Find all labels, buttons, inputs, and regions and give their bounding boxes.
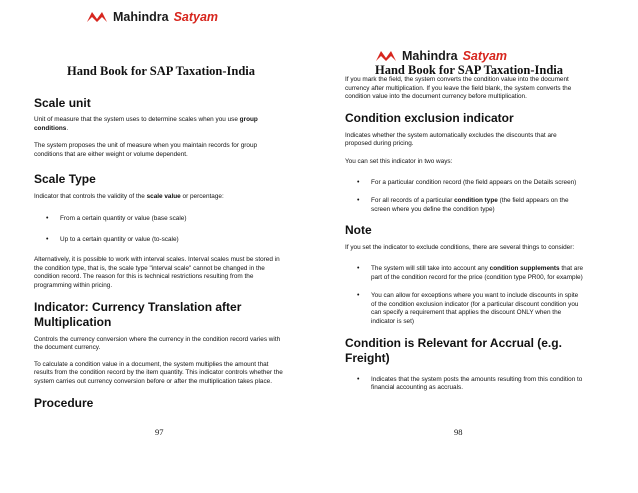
heading-condition-exclusion: Condition exclusion indicator xyxy=(345,110,514,125)
currency-paragraph-2: To calculate a condition value in a document, the system multiplies the amount that results from the condition record by the item quantity. This indicator controls whether the system carries out currency conversion before or after the multiplication takes place. xyxy=(34,360,283,385)
bullet-icon: • xyxy=(357,178,360,186)
heading-condition-accrual: Condition is Relevant for Accrual (e.g. Freight) xyxy=(345,335,562,365)
text: or percentage: xyxy=(180,193,224,201)
currency-paragraph-1: Controls the currency conversion where the currency in the condition record varies with the document currency. xyxy=(34,335,281,352)
mahindra-logo-icon xyxy=(86,11,108,23)
bullet-icon: • xyxy=(357,264,360,272)
page-number: 97 xyxy=(155,427,164,437)
handbook-title: Hand Book for SAP Taxation-India xyxy=(67,64,256,78)
exclusion-paragraph-2: You can set this indicator in two ways: xyxy=(345,157,453,165)
list-item xyxy=(34,236,284,245)
text: Indicator that controls the validity of the xyxy=(34,193,147,201)
text-bold-condition-supplements: condition supplements xyxy=(489,264,560,272)
left-page-content xyxy=(34,96,284,411)
heading-note: Note xyxy=(345,223,372,238)
list-item-text: For all records of a particular xyxy=(371,197,455,205)
scale-unit-paragraph-1 xyxy=(34,116,284,133)
scale-type-paragraph-1 xyxy=(34,193,284,202)
scale-unit-paragraph-2: The system proposes the unit of measure when you maintain records for group conditions that are either weight or volume dependent. xyxy=(34,142,258,158)
heading-scale-unit: Scale unit xyxy=(34,96,91,110)
list-item-text: that are part of the condition record for the price (condition type PR00, for example) xyxy=(371,264,584,281)
brand-logo xyxy=(375,49,507,63)
logo-text-mahindra: Mahindra xyxy=(113,10,169,24)
list-item xyxy=(345,265,585,282)
right-page-content xyxy=(345,76,585,393)
bullet-icon: • xyxy=(46,235,49,243)
logo-text-mahindra: Mahindra xyxy=(402,49,458,63)
bullet-icon: • xyxy=(357,375,360,383)
text-bold-scale-value: scale value xyxy=(146,193,181,201)
bullet-icon: • xyxy=(357,292,360,300)
list-item xyxy=(345,376,585,393)
exclusion-paragraph-1: Indicates whether the system automatically excludes the discounts that are proposed during pricing. xyxy=(345,131,557,148)
page-number: 98 xyxy=(454,427,463,437)
list-item xyxy=(345,292,585,326)
intro-paragraph: If you mark the field, the system converts the condition value into the document currency after multiplication. If you leave the field blank, the system converts the condition value into the document currency before multiplication. xyxy=(345,76,572,101)
list-item-text: For a particular condition record (the field appears on the Details screen) xyxy=(371,178,577,186)
mahindra-logo-icon xyxy=(375,50,397,62)
list-item-text: The system will still take into account any xyxy=(371,264,490,272)
bullet-icon: • xyxy=(357,197,360,205)
text-bold-condition-type: condition type xyxy=(454,197,498,205)
list-item-text: Up to a certain quantity or value (to-scale) xyxy=(60,235,179,243)
logo-text-satyam: Satyam xyxy=(462,49,508,63)
text: . xyxy=(66,124,69,132)
list-item-text: (the field appears on the screen where you define the condition type) xyxy=(371,197,569,213)
list-item-text: From a certain quantity or value (base scale) xyxy=(60,214,187,222)
heading-currency-translation: Indicator: Currency Translation after Multiplication xyxy=(34,299,242,329)
list-item-text: Indicates that the system posts the amounts resulting from this condition to financial accounting as accruals. xyxy=(371,375,583,392)
text: Unit of measure that the system uses to determine scales when you use xyxy=(34,116,240,123)
right-page xyxy=(319,0,638,493)
brand-logo xyxy=(86,10,218,24)
bullet-icon: • xyxy=(46,214,49,222)
list-item xyxy=(345,197,585,214)
logo-text-satyam: Satyam xyxy=(173,10,219,24)
scale-type-paragraph-2: Alternatively, it is possible to work with interval scales. Interval scales must be stored in the condition type, that is, the scale type "interval scale" cannot be changed in the condition record. The reason for this is technical restrictions resulting from the programming within pricing. xyxy=(34,256,280,289)
heading-procedure: Procedure xyxy=(34,395,94,410)
heading-scale-type: Scale Type xyxy=(34,172,96,187)
list-item xyxy=(34,215,284,224)
text-bold-group-conditions: group conditions xyxy=(34,116,258,132)
list-item-text: You can allow for exceptions where you want to include discounts in spite of the condition exclusion indicator (for a particular discount condition you can specify a requirement that applies the discount ONLY when the indicator is set) xyxy=(371,292,579,325)
note-paragraph: If you set the indicator to exclude conditions, there are several things to consider: xyxy=(345,244,575,252)
handbook-title: Hand Book for SAP Taxation-India xyxy=(375,63,564,77)
list-item xyxy=(345,179,585,188)
